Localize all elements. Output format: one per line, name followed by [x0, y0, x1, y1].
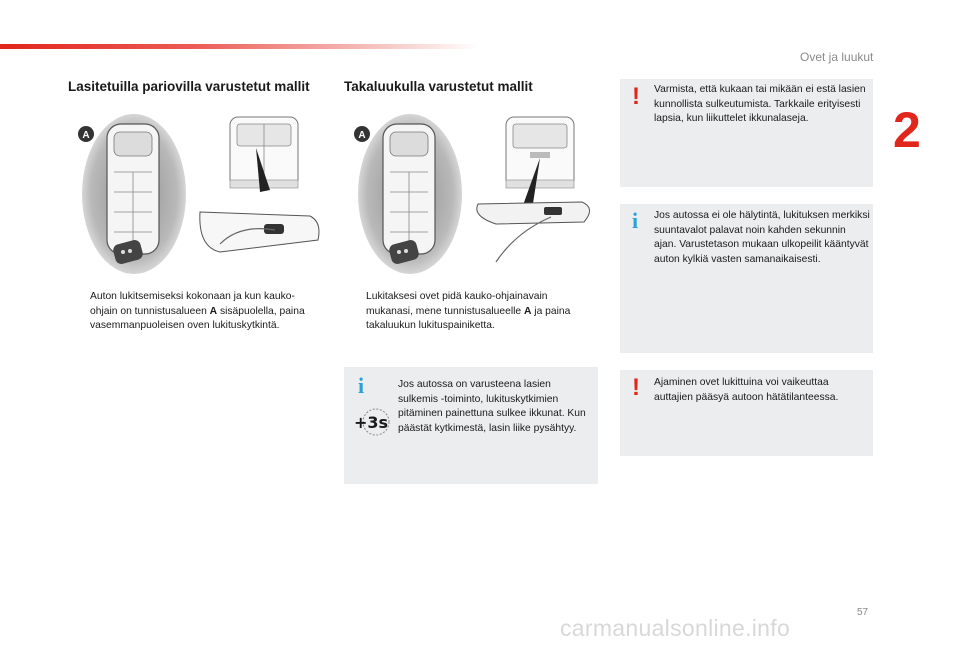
door-handle-closeup — [200, 212, 319, 252]
window-closing-info-box — [344, 367, 598, 484]
left-instruction-text-2: sisäpuolella, paina vasemmanpuoleisen oven lukituskytkintä. — [90, 305, 305, 331]
double-door-illustration-svg — [70, 112, 328, 280]
chapter-number: 2 — [893, 102, 921, 158]
tailgate-illustration-svg — [346, 112, 604, 280]
page-number: 57 — [857, 607, 869, 618]
middle-heading: Takaluukulla varustetut mallit — [344, 79, 533, 94]
left-heading: Lasitetuilla pariovilla varustetut mallit — [68, 79, 310, 94]
section-title: Ovet ja luukut — [800, 50, 874, 64]
window-closing-info-text: Jos autossa on varusteena lasien sulkemis -toiminto, lukituskytkimien pitäminen painettuna sulkee ikkunat. Kun päästät kytkimestä, lasin liike pysähtyy. — [398, 379, 586, 434]
left-instruction — [68, 290, 318, 334]
warning-icon: ! — [632, 374, 640, 401]
watermark: carmanualsonline.info — [560, 615, 791, 641]
warning-text-windows: Varmista, että kukaan tai mikään ei estä lasien kunnollista sulkeutumista. Tarkkaile erityisesti lapsia, kun liikuttelet ikkunalaseja. — [654, 84, 866, 125]
left-instruction-zone: A — [209, 305, 218, 317]
warning-box-driving — [620, 370, 873, 456]
middle-instruction-zone: A — [523, 305, 532, 317]
middle-instruction — [344, 290, 594, 334]
warning-text-driving: Ajaminen ovet lukittuina voi vaikeuttaa auttajien pääsyä autoon hätätilanteessa. — [654, 377, 839, 403]
van-rear-view — [506, 117, 574, 188]
tailgate-handle-closeup — [477, 202, 590, 262]
left-instruction-text-1: Auton lukitsemiseksi kokonaan ja kun kauko-ohjain on tunnistusalueen — [90, 291, 295, 317]
warning-box-windows — [620, 79, 873, 187]
plus-3s-badge — [351, 407, 391, 437]
van-top-view — [107, 124, 159, 254]
zone-a-label: A — [358, 130, 366, 141]
middle-instruction-text-1: Lukitaksesi ovet pidä kauko-ohjainavain mukanasi, mene tunnistusalueelle — [366, 291, 548, 317]
info-text-indicators: Jos autossa ei ole hälytintä, lukituksen merkiksi suuntavalot palavat noin kahden sekunnin ajan. Varustetason mukaan ulkopeilit kääntyvät auton kylkiä vasten samanaikaisesti. — [654, 210, 870, 265]
plus-3s-label: +3s — [353, 413, 389, 432]
tailgate-illustration — [346, 112, 604, 280]
header-accent-bar — [0, 44, 480, 49]
van-top-view — [383, 124, 435, 254]
info-icon: i — [358, 373, 365, 398]
middle-instruction-text-2: ja paina takaluukun lukituspainiketta. — [366, 305, 571, 331]
warning-icon: ! — [632, 83, 640, 110]
zone-a-label: A — [82, 130, 90, 141]
info-icon: i — [632, 208, 639, 233]
info-box-indicators — [620, 204, 873, 353]
double-door-illustration — [70, 112, 328, 280]
